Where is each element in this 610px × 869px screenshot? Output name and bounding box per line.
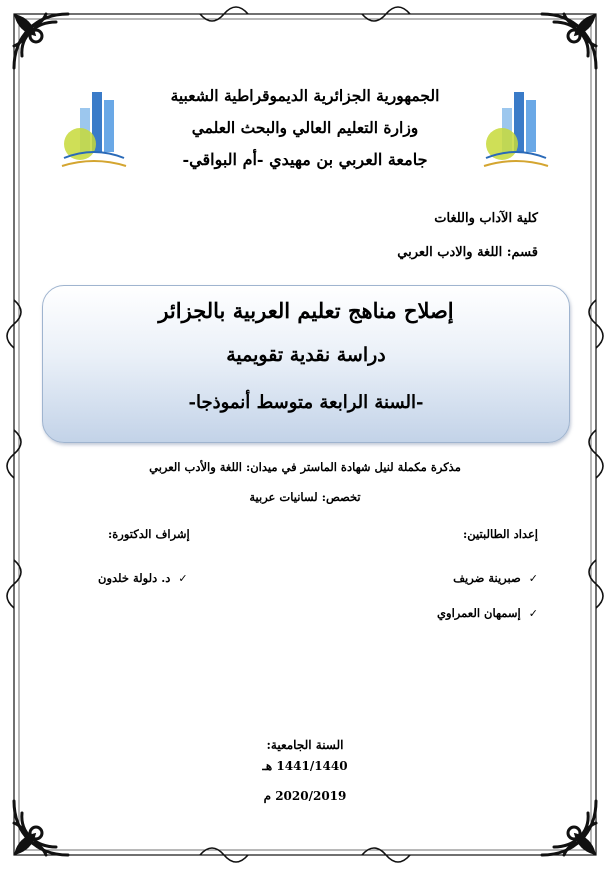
- university-logo-icon: [480, 86, 552, 178]
- academic-year-hijri: 1441/1440 هـ: [262, 759, 348, 773]
- check-mark-icon: ✓: [528, 572, 538, 585]
- supervisor-name-text: د. دلولة خلدون: [98, 571, 171, 585]
- subtitle: دراسة نقدية تقويمية: [226, 344, 386, 366]
- student-name-text: إسمهان العمراوي: [437, 606, 521, 620]
- university-logo-icon: [58, 86, 130, 178]
- corner-ornament-icon: [534, 793, 604, 863]
- corner-ornament-icon: [6, 793, 76, 863]
- corner-ornament-icon: [6, 6, 76, 76]
- student-name: [437, 606, 538, 620]
- students-label: إعداد الطالبتين:: [463, 527, 538, 541]
- faculty-line: كلية الآداب واللغات: [434, 211, 538, 226]
- check-mark-icon: ✓: [178, 572, 188, 585]
- case-study-line: -السنة الرابعة متوسط أنموذجا-: [188, 392, 424, 413]
- supervisor-label: إشراف الدكتورة:: [108, 527, 190, 541]
- ministry-heading: وزارة التعليم العالي والبحث العلمي: [191, 118, 419, 137]
- title-box: [42, 285, 570, 443]
- check-mark-icon: ✓: [528, 607, 538, 620]
- supervisor-name: [98, 571, 188, 585]
- corner-ornament-icon: [534, 6, 604, 76]
- student-name-text: صبرينة ضريف: [453, 571, 521, 585]
- department-line: قسم: اللغة والادب العربي: [397, 245, 538, 260]
- academic-year-label: السنة الجامعية:: [266, 738, 344, 752]
- republic-heading: الجمهورية الجزائرية الديموقراطية الشعبية: [170, 86, 440, 105]
- thesis-note: مذكرة مكملة لنيل شهادة الماستر في ميدان: اللغة والأدب العربي: [149, 460, 461, 474]
- main-title: إصلاح مناهج تعليم العربية بالجزائر: [158, 298, 454, 323]
- specialization-line: تخصص: لسانيات عربية: [249, 490, 361, 504]
- student-name: [453, 571, 538, 585]
- university-heading: جامعة العربي بن مهيدي -أم البواقي-: [182, 150, 428, 169]
- academic-year-gregorian: 2020/2019 م: [263, 789, 347, 803]
